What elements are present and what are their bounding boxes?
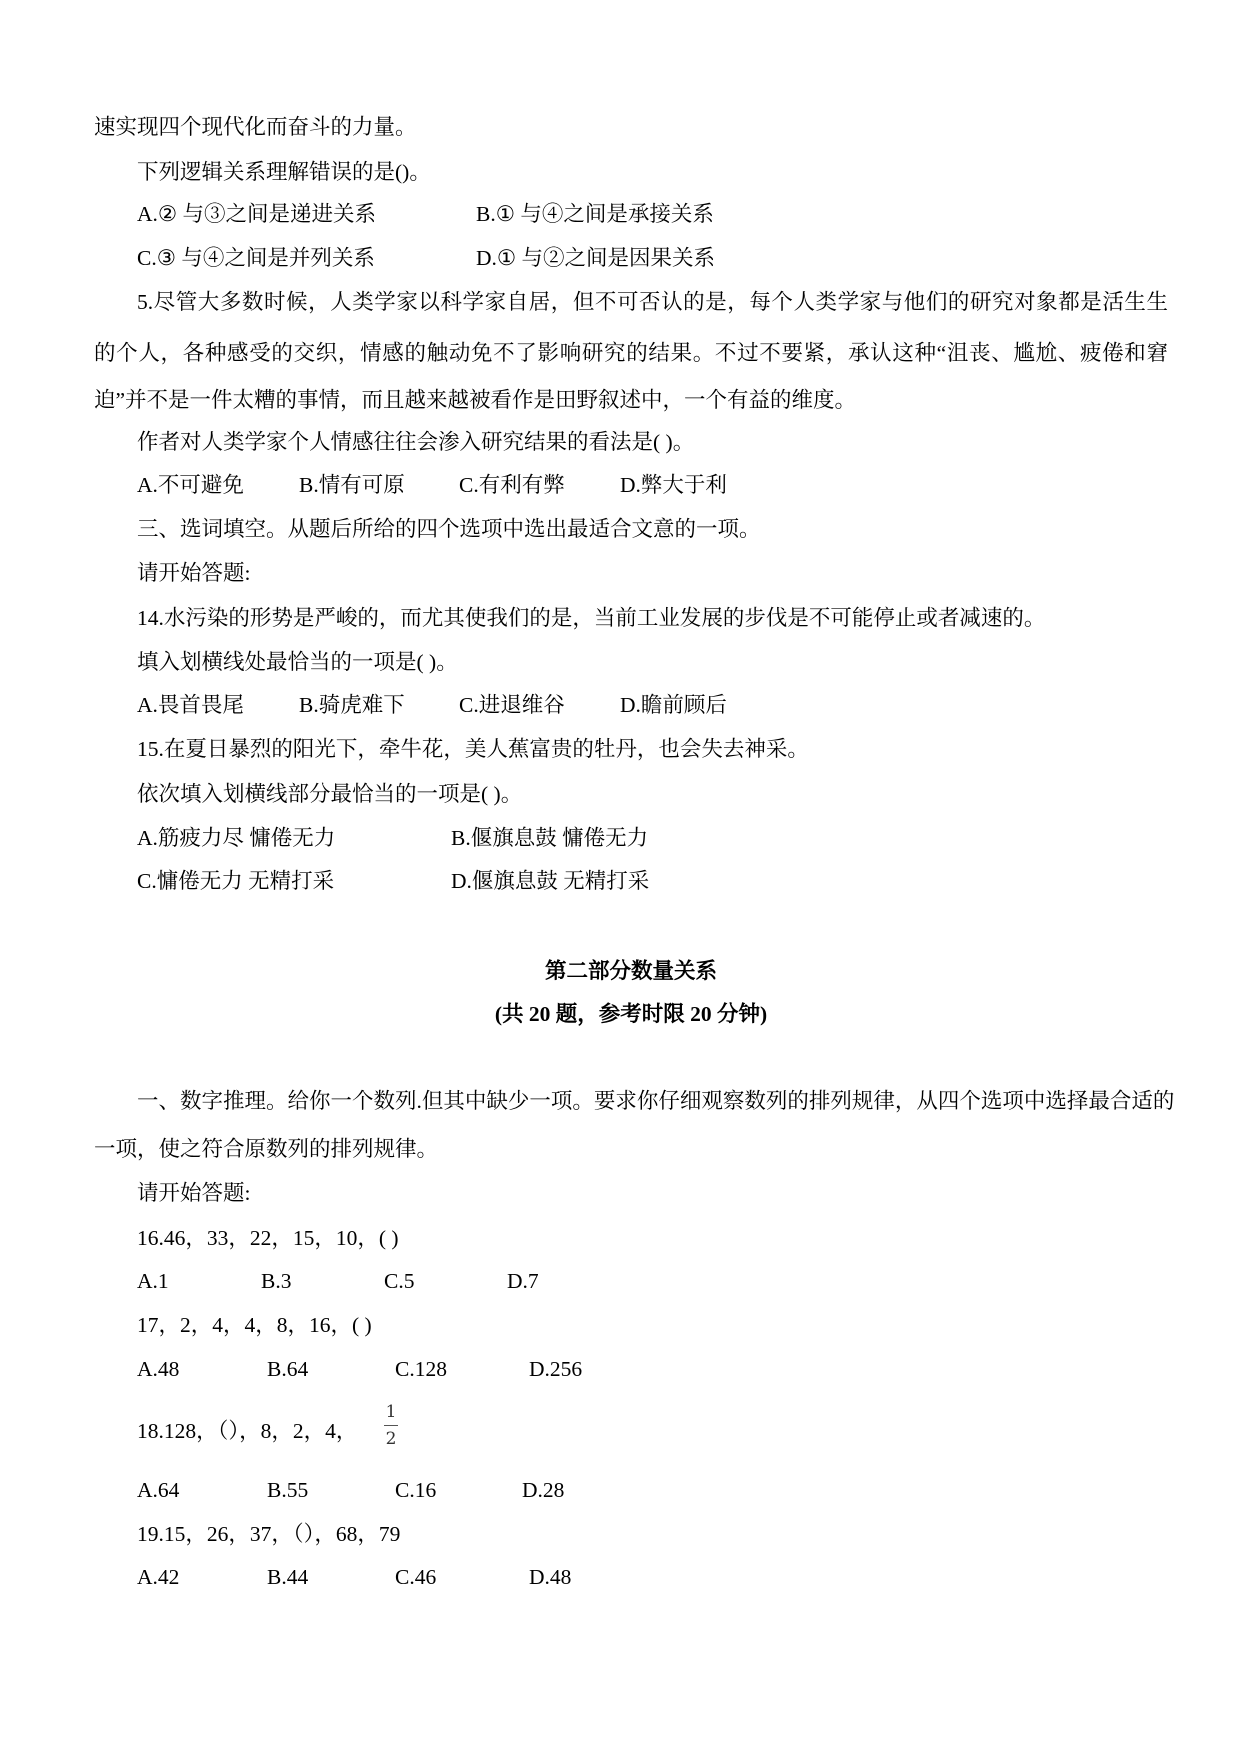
part2-start: 请开始答题: xyxy=(137,1181,251,1205)
q14-option-b: B.骑虎难下 xyxy=(299,693,405,717)
q19-option-b: B.44 xyxy=(267,1565,309,1589)
q19-option-a: A.42 xyxy=(137,1565,180,1589)
section3-start: 请开始答题: xyxy=(137,561,251,585)
q15-option-a: A.筋疲力尽 慵倦无力 xyxy=(137,826,336,850)
q5-passage-line-3: 迫”并不是一件太糟的事情，而且越来越被看作是田野叙述中，一个有益的维度。 xyxy=(94,388,857,412)
q17-option-c: C.128 xyxy=(395,1357,447,1381)
q17-option-b: B.64 xyxy=(267,1357,309,1381)
q5-passage-line-2: 的个人，各种感受的交织，情感的触动免不了影响研究的结果。不过不要紧，承认这种“沮丧、尴尬、疲倦和窘 xyxy=(94,341,1168,365)
q14-stem: 14.水污染的形势是严峻的，而尤其使我们的是，当前工业发展的步伐是不可能停止或者减速的。 xyxy=(137,606,1046,630)
q4-option-d: D.① 与②之间是因果关系 xyxy=(476,246,716,270)
q18-stem: 18.128，（），8，2，4， xyxy=(137,1419,358,1443)
q15-prompt: 依次填入划横线部分最恰当的一项是( )。 xyxy=(137,782,523,806)
fraction-numerator: 1 xyxy=(385,1402,397,1422)
q19-option-c: C.46 xyxy=(395,1565,437,1589)
part2-instructions-line-2: 一项，使之符合原数列的排列规律。 xyxy=(94,1137,439,1161)
q14-prompt: 填入划横线处最恰当的一项是( )。 xyxy=(137,650,458,674)
q17-stem: 17，2，4，4，8，16，( ) xyxy=(137,1313,372,1337)
q16-stem: 16.46，33，22，15，10，( ) xyxy=(137,1226,399,1250)
passage-tail: 速实现四个现代化而奋斗的力量。 xyxy=(94,115,417,139)
q4-option-a: A.② 与③之间是递进关系 xyxy=(137,202,377,226)
fraction-bar xyxy=(384,1425,398,1426)
q18-option-c: C.16 xyxy=(395,1478,437,1502)
q18-fraction xyxy=(384,1402,398,1449)
q16-option-a: A.1 xyxy=(137,1269,169,1293)
q17-option-d: D.256 xyxy=(529,1357,583,1381)
section3-heading: 三、选词填空。从题后所给的四个选项中选出最适合文意的一项。 xyxy=(137,517,761,541)
q5-passage-line-1: 5.尽管大多数时候，人类学家以科学家自居，但不可否认的是，每个人类学家与他们的研究对象都是活生生 xyxy=(137,290,1168,314)
q15-option-b: B.偃旗息鼓 慵倦无力 xyxy=(451,826,649,850)
q14-option-c: C.进退维谷 xyxy=(459,693,565,717)
q15-option-d: D.偃旗息鼓 无精打采 xyxy=(451,869,650,893)
q16-option-c: C.5 xyxy=(384,1269,415,1293)
q19-stem: 19.15，26，37，（），68，79 xyxy=(137,1522,401,1546)
q18-option-a: A.64 xyxy=(137,1478,180,1502)
q4-option-c: C.③ 与④之间是并列关系 xyxy=(137,246,375,270)
part2-instructions-line-1: 一、数字推理。给你一个数列.但其中缺少一项。要求你仔细观察数列的排列规律，从四个选项中选择最合适的 xyxy=(137,1089,1175,1113)
fraction-denominator: 2 xyxy=(385,1429,397,1449)
q5-option-d: D.弊大于利 xyxy=(620,473,727,497)
part2-subtitle: (共 20 题，参考时限 20 分钟) xyxy=(494,1002,768,1026)
q4-prompt: 下列逻辑关系理解错误的是()。 xyxy=(137,160,431,184)
q15-option-c: C.慵倦无力 无精打采 xyxy=(137,869,335,893)
q16-option-d: D.7 xyxy=(507,1269,539,1293)
q5-option-a: A.不可避免 xyxy=(137,473,244,497)
q18-option-d: D.28 xyxy=(522,1478,565,1502)
q16-option-b: B.3 xyxy=(261,1269,292,1293)
part2-title: 第二部分数量关系 xyxy=(544,959,717,983)
q14-option-a: A.畏首畏尾 xyxy=(137,693,244,717)
q5-option-c: C.有利有弊 xyxy=(459,473,565,497)
q5-prompt: 作者对人类学家个人情感往往会渗入研究结果的看法是( )。 xyxy=(137,430,695,454)
q17-option-a: A.48 xyxy=(137,1357,180,1381)
q15-stem: 15.在夏日暴烈的阳光下，牵牛花，美人蕉富贵的牡丹，也会失去神采。 xyxy=(137,737,809,761)
q5-option-b: B.情有可原 xyxy=(299,473,405,497)
q4-option-b: B.① 与④之间是承接关系 xyxy=(476,202,714,226)
q18-option-b: B.55 xyxy=(267,1478,309,1502)
q19-option-d: D.48 xyxy=(529,1565,572,1589)
q14-option-d: D.瞻前顾后 xyxy=(620,693,727,717)
